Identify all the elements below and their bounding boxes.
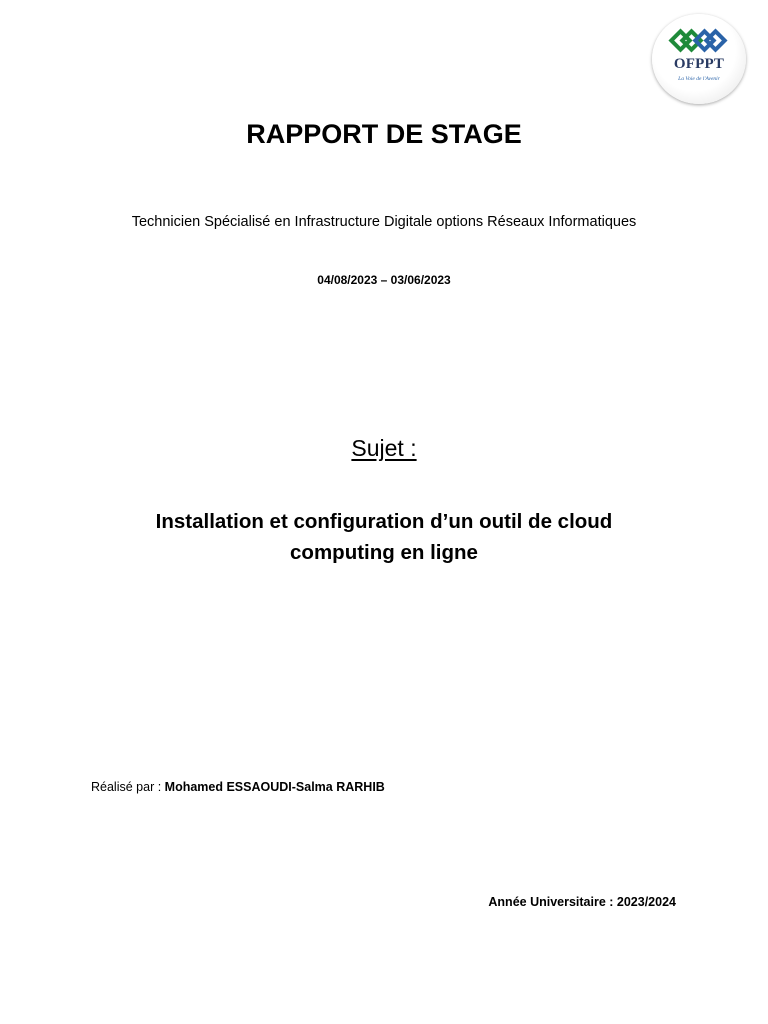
subject-label: Sujet : xyxy=(351,435,417,461)
author-names: Mohamed ESSAOUDI-Salma RARHIB xyxy=(164,780,385,794)
academic-year: Année Universitaire : 2023/2024 xyxy=(488,895,676,909)
report-title: RAPPORT DE STAGE xyxy=(246,119,522,149)
logo-name: OFPPT xyxy=(673,56,725,72)
subject-line-2: computing en ligne xyxy=(290,541,478,564)
subject-text xyxy=(110,506,658,568)
internship-dates: 04/08/2023 – 03/06/2023 xyxy=(317,273,451,287)
author-line xyxy=(91,780,385,794)
ofppt-logo xyxy=(652,14,746,104)
logo-tagline: La Voie de l'Avenir xyxy=(678,76,720,82)
author-label: Réalisé par : xyxy=(91,780,165,794)
program-name: Technicien Spécialisé en Infrastructure Digitale options Réseaux Informatiques xyxy=(131,214,637,230)
subject-line-1: Installation et configuration d’un outil de cloud xyxy=(155,510,613,533)
